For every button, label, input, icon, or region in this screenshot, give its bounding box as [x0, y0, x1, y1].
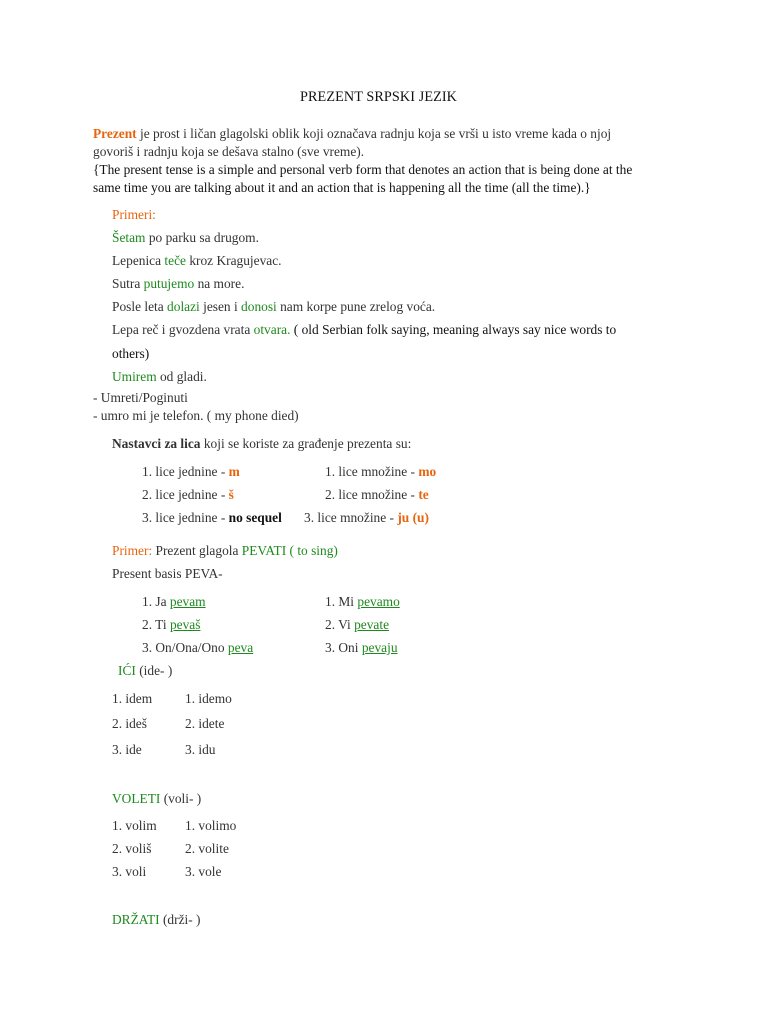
verb-form: pevate — [354, 617, 390, 632]
verb-name: IĆI — [118, 663, 136, 678]
pronoun: 3. On/Ona/Ono — [142, 640, 228, 655]
pronoun: 1. Mi — [325, 594, 358, 609]
voleti-plural-3: 3. vole — [185, 864, 222, 879]
example-verb: teče — [164, 253, 186, 268]
page-title: PREZENT SRPSKI JEZIK — [300, 89, 458, 105]
ending-plural-1 — [325, 464, 436, 481]
ici-plural-3: 3. idu — [185, 742, 216, 757]
example-rest: kroz Kragujevac. — [185, 253, 282, 268]
example-rest: po parku sa drugom. — [145, 230, 259, 245]
example-rest: od gladi. — [156, 369, 207, 384]
verb-stem: (voli- ) — [160, 791, 202, 806]
verb-name: DRŽATI — [112, 912, 160, 927]
ici-heading — [118, 663, 172, 680]
ici-singular-3: 3. ide — [112, 742, 142, 757]
ending-label: 3. lice jednine - — [142, 510, 229, 525]
primer-text: Prezent glagola — [152, 543, 242, 558]
example-verb: Šetam — [112, 230, 146, 245]
intro-english-1: {The present tense is a simple and personal verb form that denotes an action that is being done at the — [93, 162, 633, 177]
ending-suffix: te — [418, 487, 429, 502]
example-4 — [112, 299, 435, 316]
verb-stem: (ide- ) — [135, 663, 173, 678]
example-verb: donosi — [241, 299, 277, 314]
pronoun: 1. Ja — [142, 594, 170, 609]
intro-line-2: govoriš i radnju koja se dešava stalno (sve vreme). — [93, 144, 365, 159]
example-rest: na more. — [194, 276, 245, 291]
note-line-2: - umro mi je telefon. ( my phone died) — [93, 408, 299, 423]
voleti-plural-2: 2. volite — [185, 841, 229, 856]
verb-form: pevaju — [361, 640, 398, 655]
voleti-singular-3: 3. voli — [112, 864, 147, 879]
ending-label: 2. lice množine - — [325, 487, 419, 502]
intro-text-1: je prost i ličan glagolski oblik koji označava radnju koja se vrši u isto vreme kada o njoj — [136, 126, 612, 141]
ending-suffix: š — [228, 487, 234, 502]
voleti-plural-1: 1. volimo — [185, 818, 237, 833]
example-mid: jesen i — [199, 299, 242, 314]
example-pre: Lepenica — [112, 253, 165, 268]
verb-form: pevaš — [169, 617, 201, 632]
example-3 — [112, 276, 244, 293]
ending-label: 3. lice množine - — [304, 510, 398, 525]
endings-intro — [112, 436, 411, 453]
ici-plural-2: 2. idete — [185, 716, 225, 731]
primer-verb: PEVATI ( to sing) — [241, 543, 338, 558]
ending-suffix: ju (u) — [397, 510, 429, 525]
example-pre: Sutra — [112, 276, 144, 291]
endings-intro-bold: Nastavci za lica — [112, 436, 201, 451]
note-line-1: - Umreti/Poginuti — [93, 390, 188, 405]
examples-heading: Primeri: — [112, 207, 156, 222]
pevati-plural-3 — [325, 640, 398, 657]
example-6 — [112, 369, 207, 386]
ending-singular-1 — [142, 464, 240, 481]
example-1 — [112, 230, 259, 247]
ending-label: 1. lice množine - — [325, 464, 419, 479]
endings-intro-rest: koji se koriste za građenje prezenta su: — [200, 436, 412, 451]
verb-form: pevamo — [357, 594, 400, 609]
ending-singular-2 — [142, 487, 234, 504]
intro-line-1 — [93, 126, 611, 143]
example-verb: Umirem — [112, 369, 157, 384]
verb-form: peva — [227, 640, 254, 655]
example-5 — [112, 322, 616, 339]
example-verb: putujemo — [143, 276, 195, 291]
example-verb: dolazi — [167, 299, 200, 314]
example-pre: Posle leta — [112, 299, 168, 314]
ending-suffix: mo — [418, 464, 437, 479]
voleti-singular-2: 2. voliš — [112, 841, 152, 856]
pronoun: 2. Vi — [325, 617, 355, 632]
voleti-heading — [112, 791, 201, 808]
pevati-singular-1 — [142, 594, 206, 611]
verb-name: VOLETI — [112, 791, 161, 806]
example-verb: otvara. — [253, 322, 291, 337]
pevati-basis: Present basis PEVA- — [112, 566, 223, 581]
ending-suffix: no sequel — [228, 510, 282, 525]
example-5-note-cont: others) — [112, 346, 150, 361]
ici-singular-2: 2. ideš — [112, 716, 147, 731]
ending-label: 1. lice jednine - — [142, 464, 229, 479]
example-2 — [112, 253, 282, 270]
ending-singular-3 — [142, 510, 282, 527]
drzati-heading — [112, 912, 201, 929]
voleti-singular-1: 1. volim — [112, 818, 157, 833]
pronoun: 2. Ti — [142, 617, 170, 632]
pevati-singular-2 — [142, 617, 200, 634]
example-note: ( old Serbian folk saying, meaning always say nice words to — [290, 322, 617, 337]
ending-label: 2. lice jednine - — [142, 487, 229, 502]
verb-form: pevam — [169, 594, 206, 609]
pevati-plural-2 — [325, 617, 389, 634]
ici-plural-1: 1. idemo — [185, 691, 232, 706]
pevati-plural-1 — [325, 594, 400, 611]
example-pre: Lepa reč i gvozdena vrata — [112, 322, 254, 337]
primer-label: Primer: — [112, 543, 153, 558]
pevati-singular-3 — [142, 640, 253, 657]
ending-plural-2 — [325, 487, 429, 504]
pronoun: 3. Oni — [325, 640, 362, 655]
intro-english-2: same time you are talking about it and an action that is happening all the time (all the time).} — [93, 180, 591, 195]
ici-singular-1: 1. idem — [112, 691, 153, 706]
ending-plural-3 — [304, 510, 429, 527]
verb-stem: (drži- ) — [159, 912, 201, 927]
intro-term: Prezent — [93, 126, 137, 141]
pevati-heading — [112, 543, 338, 560]
example-rest: nam korpe pune zrelog voća. — [276, 299, 436, 314]
ending-suffix: m — [228, 464, 240, 479]
